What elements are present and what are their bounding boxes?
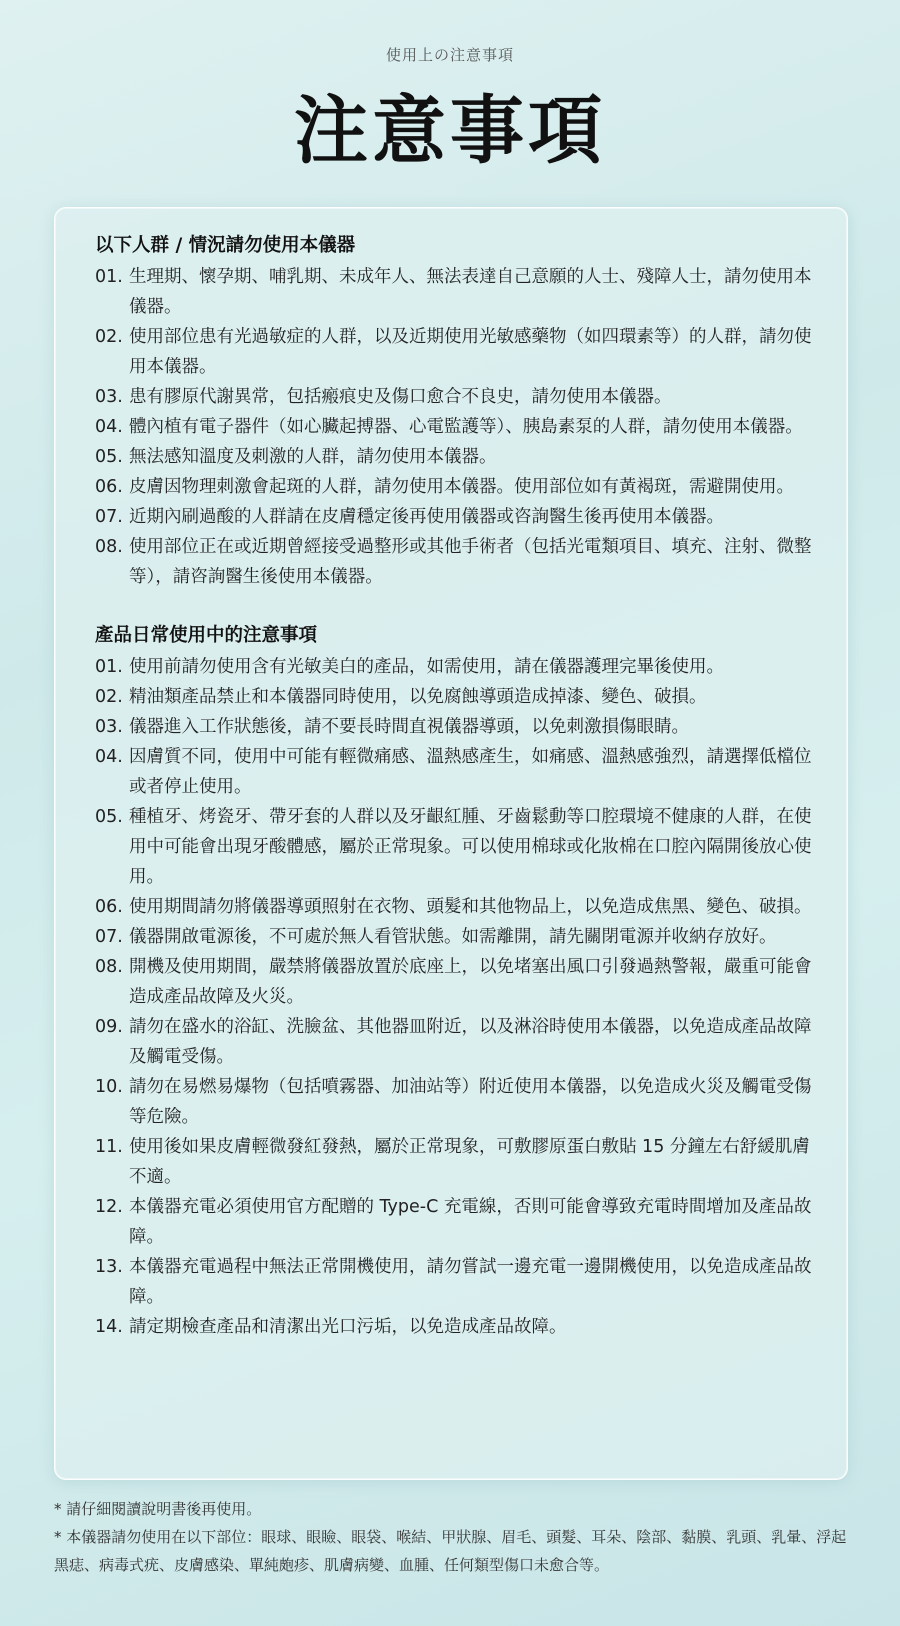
list-item [95, 382, 817, 412]
item-number: 05. [95, 447, 123, 467]
list-item [95, 952, 817, 1012]
item-text: 無法感知溫度及刺激的人群，請勿使用本儀器。 [129, 447, 497, 467]
footnote: * 請仔細閱讀說明書後再使用。 [54, 1500, 262, 1518]
footnote: * 本儀器請勿使用在以下部位：眼球、眼瞼、眼袋、喉結、甲狀腺、眉毛、頭髮、耳朵、陰部、黏膜、乳頭、乳暈、浮起黑痣、病毒式疣、皮膚感染、單純皰疹、肌膚病變、血腫、任何類型傷口未愈合等。 [54, 1528, 847, 1574]
item-number: 14. [95, 1317, 123, 1337]
section-heading-daily-use: 產品日常使用中的注意事項 [95, 625, 318, 646]
list-item [95, 1072, 817, 1132]
list-item [95, 742, 817, 802]
item-number: 03. [95, 387, 123, 407]
item-number: 06. [95, 477, 123, 497]
list-item [95, 802, 817, 892]
item-text: 種植牙、烤瓷牙、帶牙套的人群以及牙齦紅腫、牙齒鬆動等口腔環境不健康的人群，在使用中可能會出現牙酸體感，屬於正常現象。可以使用棉球或化妝棉在口腔內隔開後放心使用。 [129, 807, 812, 887]
item-number: 08. [95, 537, 123, 557]
item-text: 使用部位患有光過敏症的人群，以及近期使用光敏感藥物（如四環素等）的人群，請勿使用本儀器。 [129, 327, 812, 377]
item-number: 12. [95, 1197, 123, 1217]
item-number: 09. [95, 1017, 123, 1037]
item-text: 請定期檢查產品和清潔出光口污垢，以免造成產品故障。 [129, 1317, 567, 1337]
item-number: 06. [95, 897, 123, 917]
list-item [95, 262, 817, 322]
item-text: 請勿在易燃易爆物（包括噴霧器、加油站等）附近使用本儀器，以免造成火災及觸電受傷等危險。 [129, 1077, 812, 1127]
item-text: 近期內刷過酸的人群請在皮膚穩定後再使用儀器或咨詢醫生後再使用本儀器。 [129, 507, 724, 527]
list-item [95, 532, 817, 592]
list-item [95, 712, 817, 742]
notice-card [54, 207, 848, 1480]
daily-use-list [95, 652, 817, 1342]
item-number: 07. [95, 507, 123, 527]
list-item [95, 1312, 817, 1342]
list-item [95, 1012, 817, 1072]
item-text: 本儀器充電過程中無法正常開機使用，請勿嘗試一邊充電一邊開機使用，以免造成產品故障。 [129, 1257, 812, 1307]
item-number: 02. [95, 327, 123, 347]
item-number: 08. [95, 957, 123, 977]
item-text: 皮膚因物理刺激會起斑的人群，請勿使用本儀器。使用部位如有黃褐斑，需避開使用。 [129, 477, 794, 497]
item-text: 使用部位正在或近期曾經接受過整形或其他手術者（包括光電類項目、填充、注射、微整等），請咨詢醫生後使用本儀器。 [129, 537, 812, 587]
list-item [95, 892, 817, 922]
item-text: 開機及使用期間，嚴禁將儀器放置於底座上，以免堵塞出風口引發過熱警報，嚴重可能會造成產品故障及火災。 [129, 957, 812, 1007]
item-text: 使用前請勿使用含有光敏美白的產品，如需使用，請在儀器護理完畢後使用。 [129, 657, 724, 677]
item-number: 10. [95, 1077, 123, 1097]
item-text: 本儀器充電必須使用官方配贈的 Type-C 充電線，否則可能會導致充電時間增加及產品故障。 [129, 1197, 812, 1247]
list-item [95, 472, 817, 502]
item-number: 13. [95, 1257, 123, 1277]
item-number: 01. [95, 657, 123, 677]
list-item [95, 652, 817, 682]
item-text: 使用期間請勿將儀器導頭照射在衣物、頭髮和其他物品上，以免造成焦黑、變色、破損。 [129, 897, 812, 917]
list-item [95, 442, 817, 472]
item-number: 04. [95, 417, 123, 437]
page-subtitle: 使用上の注意事項 [385, 46, 514, 64]
item-number: 04. [95, 747, 123, 767]
item-text: 因膚質不同，使用中可能有輕微痛感、溫熱感產生，如痛感、溫熱感強烈，請選擇低檔位或者停止使用。 [129, 747, 812, 797]
item-text: 生理期、懷孕期、哺乳期、未成年人、無法表達自己意願的人士、殘障人士，請勿使用本儀器。 [129, 267, 812, 317]
item-text: 使用後如果皮膚輕微發紅發熱，屬於正常現象，可敷膠原蛋白敷貼 15 分鐘左右舒緩肌膚不適。 [129, 1137, 810, 1187]
item-number: 03. [95, 717, 123, 737]
item-text: 體內植有電子器件（如心臟起搏器、心電監護等）、胰島素泵的人群，請勿使用本儀器。 [129, 417, 803, 437]
list-item [95, 502, 817, 532]
item-number: 05. [95, 807, 123, 827]
item-text: 精油類產品禁止和本儀器同時使用，以免腐蝕導頭造成掉漆、變色、破損。 [129, 687, 707, 707]
list-item [95, 1192, 817, 1252]
item-text: 儀器開啟電源後，不可處於無人看管狀態。如需離開，請先關閉電源并收納存放好。 [129, 927, 777, 947]
item-number: 01. [95, 267, 123, 287]
contraindications-list [95, 262, 817, 592]
list-item [95, 412, 817, 442]
list-item [95, 322, 817, 382]
item-text: 患有膠原代謝異常，包括瘢痕史及傷口愈合不良史，請勿使用本儀器。 [129, 387, 672, 407]
footnotes [54, 1495, 854, 1579]
page-title: 注意事項 [294, 88, 606, 174]
list-item [95, 682, 817, 712]
item-number: 11. [95, 1137, 123, 1157]
item-text: 請勿在盛水的浴缸、洗臉盆、其他器皿附近，以及淋浴時使用本儀器，以免造成產品故障及觸電受傷。 [129, 1017, 812, 1067]
item-text: 儀器進入工作狀態後，請不要長時間直視儀器導頭，以免刺激損傷眼睛。 [129, 717, 689, 737]
item-number: 07. [95, 927, 123, 947]
list-item [95, 1132, 817, 1192]
list-item [95, 1252, 817, 1312]
section-heading-contraindications: 以下人群 / 情況請勿使用本儀器 [95, 235, 356, 256]
list-item [95, 922, 817, 952]
item-number: 02. [95, 687, 123, 707]
